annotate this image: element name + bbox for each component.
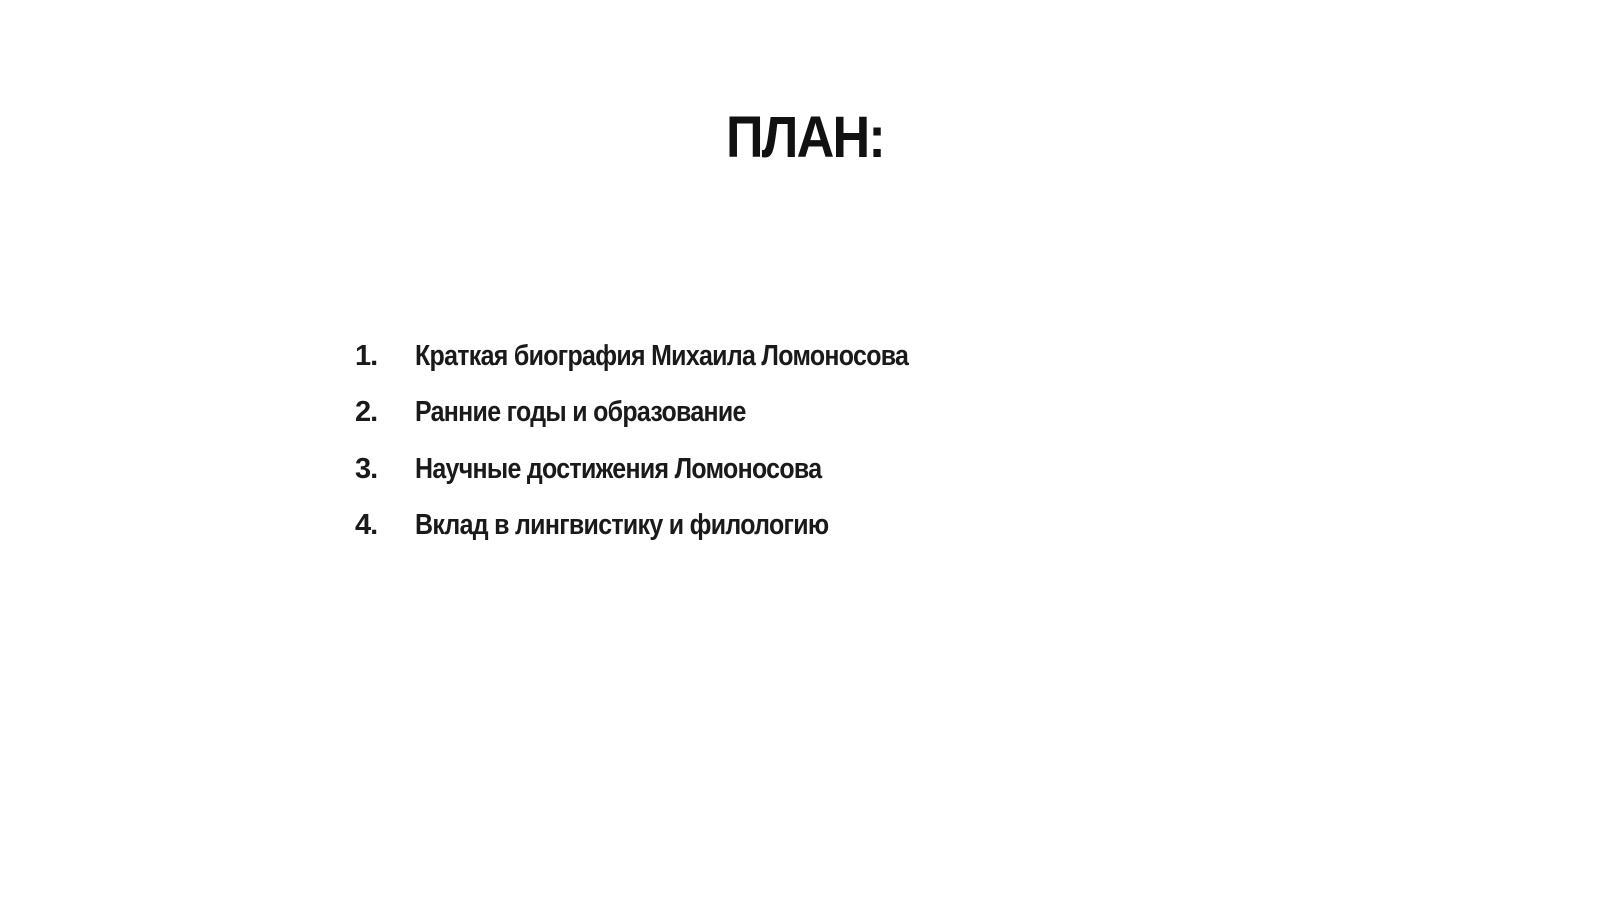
- list-item: [355, 385, 989, 442]
- list-item-text: Вклад в лингвистику и филологию: [415, 509, 829, 542]
- list-item: [355, 328, 989, 385]
- list-item-number: 1.: [355, 339, 378, 372]
- list-item-number: 3.: [355, 452, 378, 485]
- list-item: [355, 498, 989, 555]
- list-item-text: Научные достижения Ломоносова: [415, 452, 822, 485]
- list-item-text: Ранние годы и образование: [415, 396, 746, 429]
- plan-list: [355, 328, 989, 554]
- list-item-number: 2.: [355, 396, 378, 429]
- list-item-number: 4.: [355, 509, 378, 542]
- list-item-text: Краткая биография Михаила Ломоносова: [415, 339, 909, 372]
- list-item: [355, 441, 989, 498]
- slide-title: ПЛАН:: [726, 105, 884, 170]
